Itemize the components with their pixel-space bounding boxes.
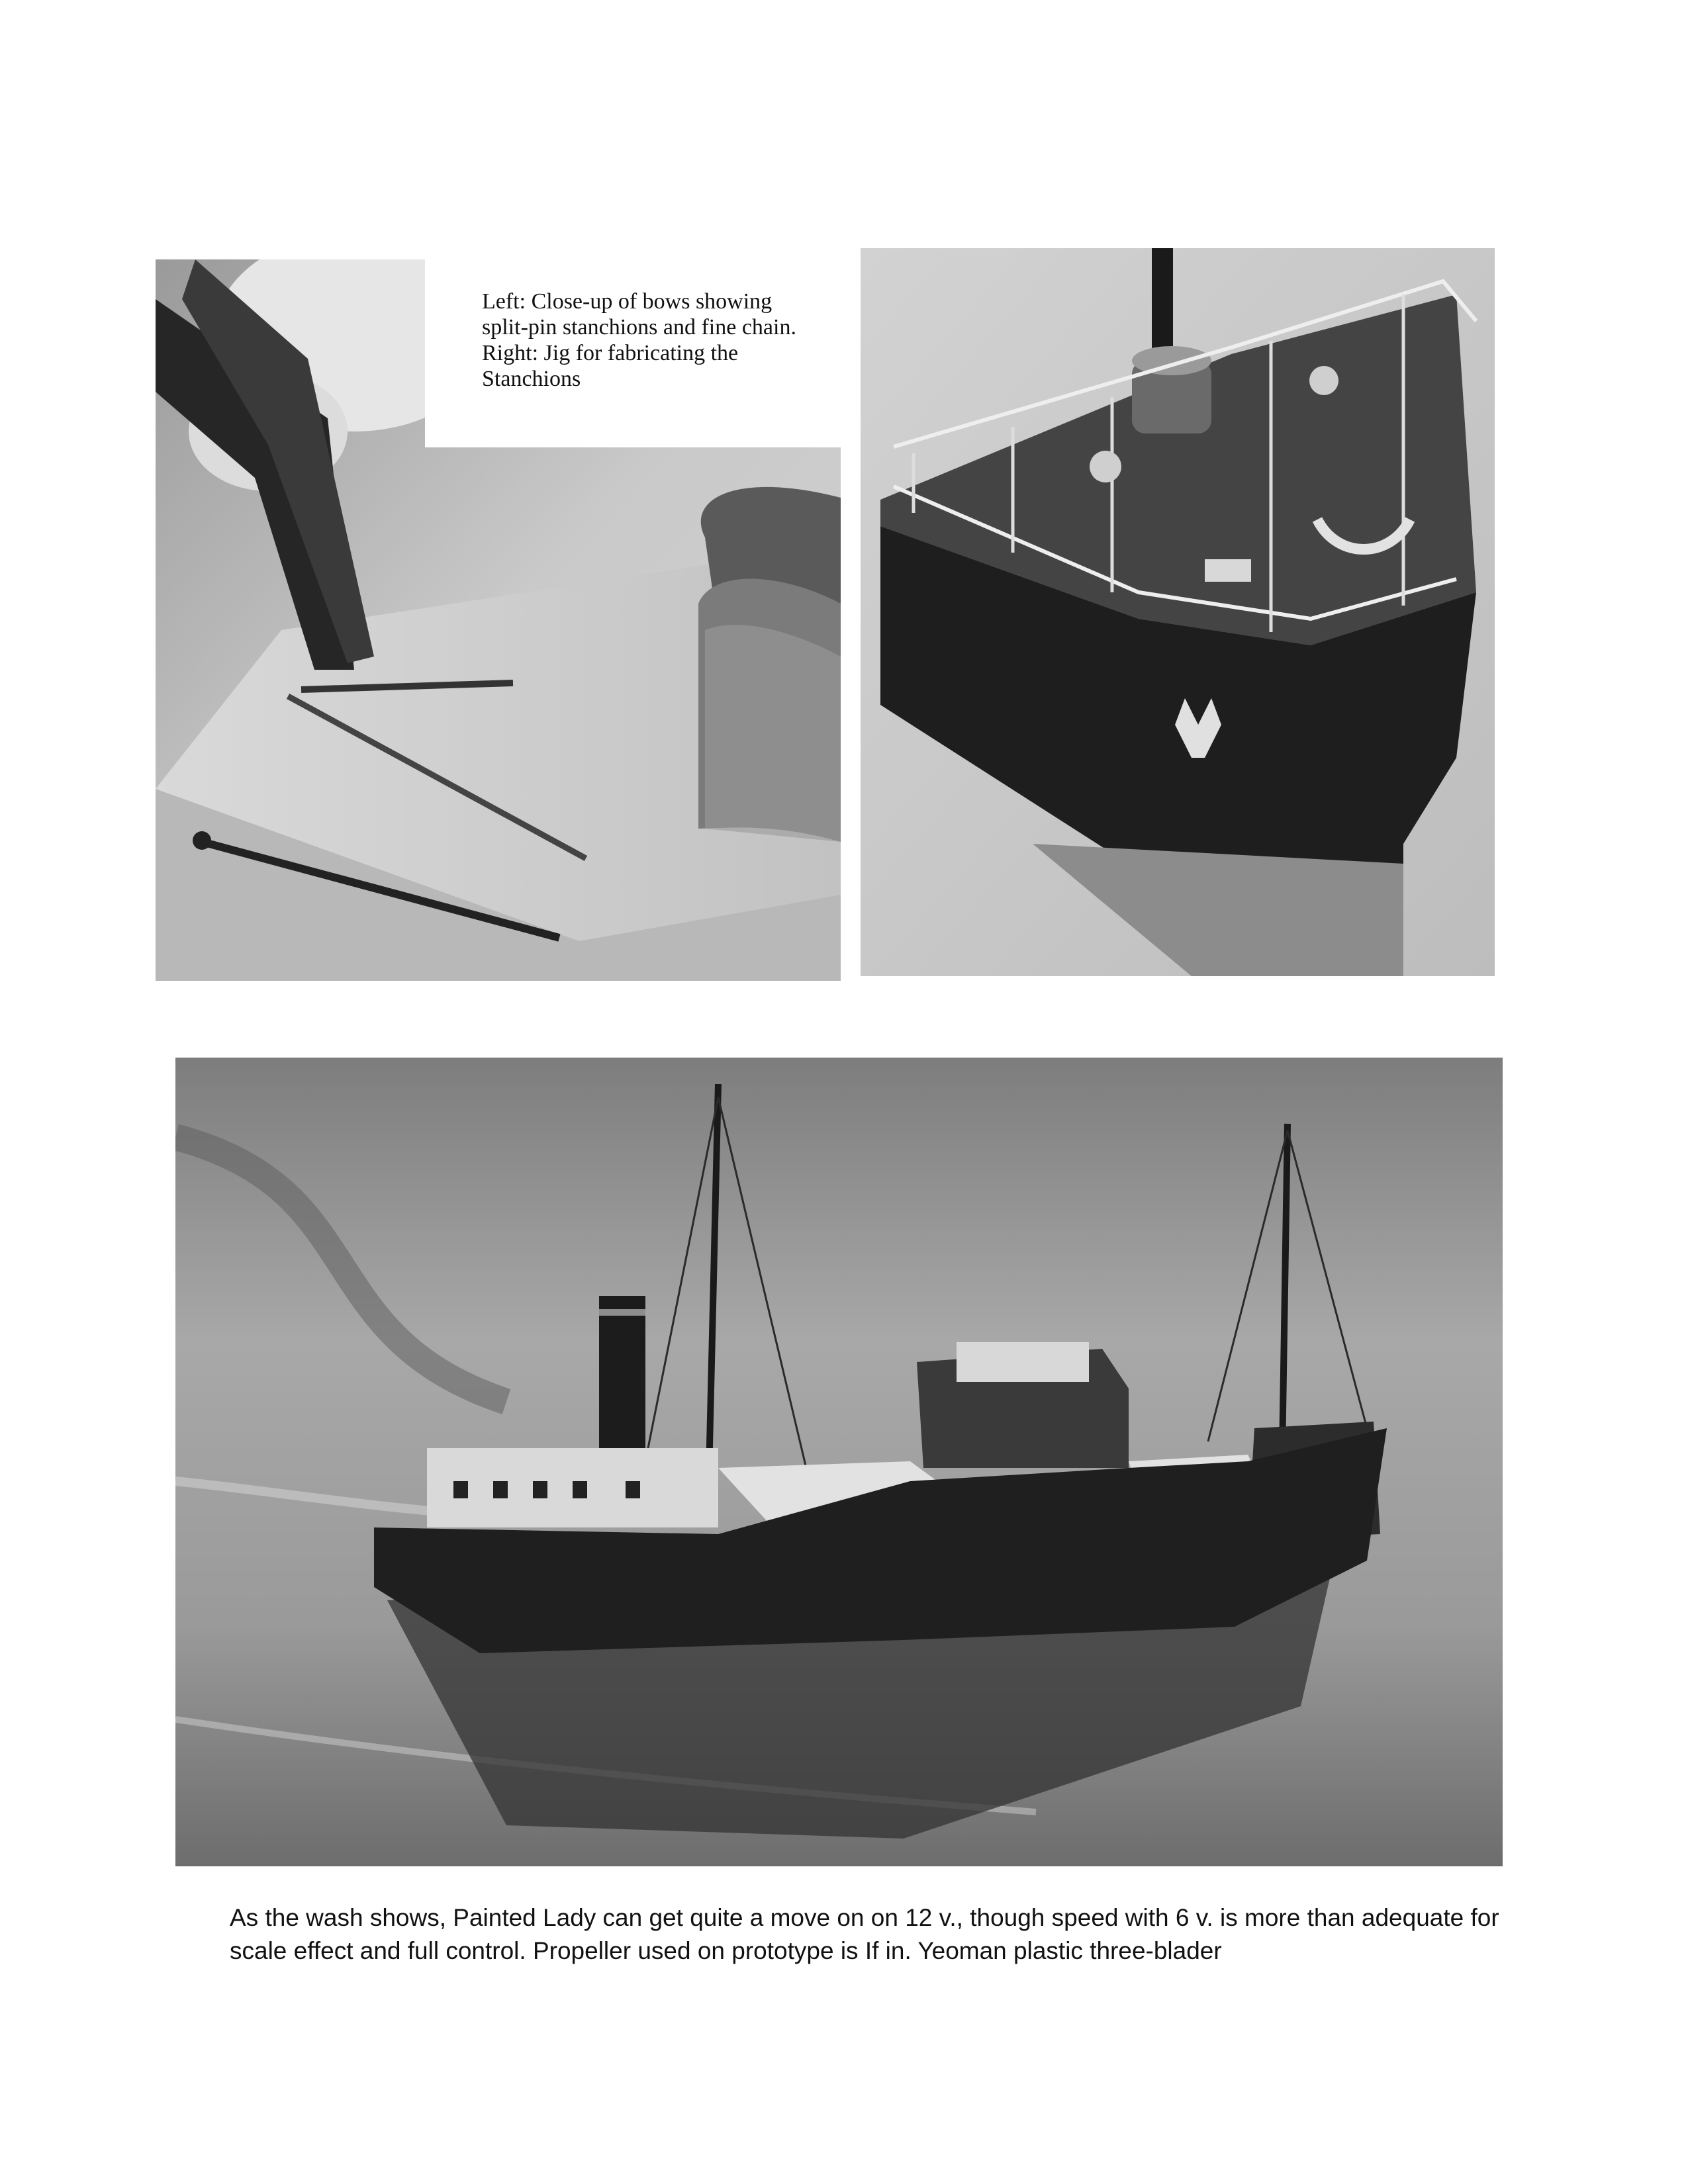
ship-photo-caption xyxy=(230,1901,1501,1968)
bows-photo xyxy=(861,248,1495,976)
top-caption-line: Stanchions xyxy=(482,367,581,391)
top-caption-line: Right: Jig for fabricating the xyxy=(482,341,739,365)
top-photo-caption xyxy=(482,289,826,392)
top-caption-line: split-pin stanchions and fine chain. xyxy=(482,315,796,340)
bottom-caption-line: scale effect and full control. Propeller used on prototype is If in. Yeoman plastic three-blader xyxy=(230,1937,1222,1964)
top-caption-line: Left: Close-up of bows showing xyxy=(482,289,773,314)
ship-photo-drawing xyxy=(175,1058,1503,1866)
bows-photo-drawing xyxy=(861,248,1495,976)
bottom-caption-line: As the wash shows, Painted Lady can get quite a move on on 12 v., though speed with 6 v. is more than adequate for xyxy=(230,1904,1499,1931)
ship-photo xyxy=(175,1058,1503,1866)
